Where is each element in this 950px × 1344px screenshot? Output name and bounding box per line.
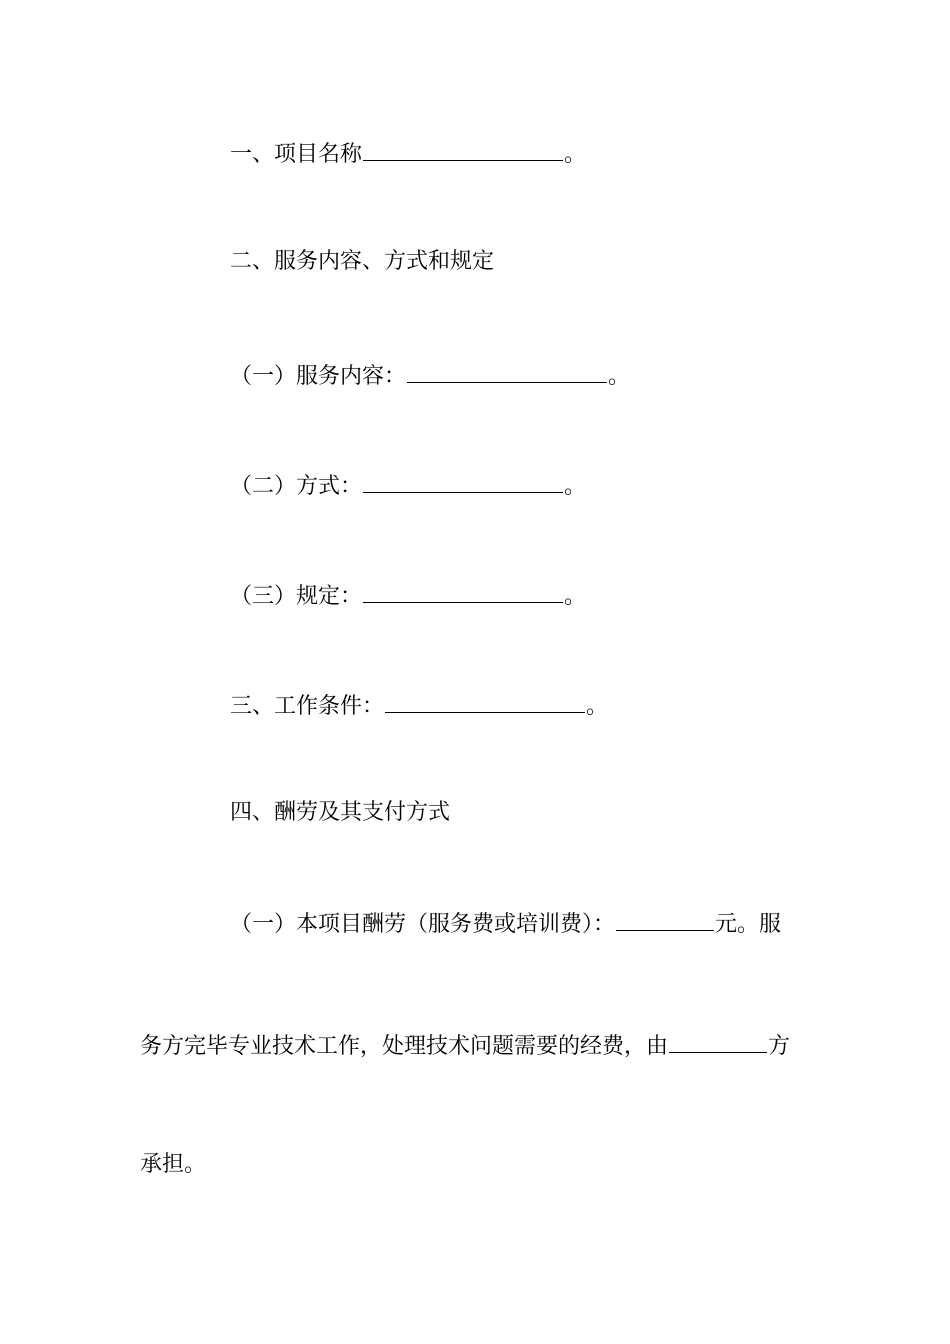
item-4-1-line-1 xyxy=(230,908,781,940)
work-conditions-blank[interactable] xyxy=(385,690,585,713)
item-4-1-line3-text: 承担。 xyxy=(140,1152,207,1177)
item-2-1-label: （一）服务内容： xyxy=(230,364,407,389)
item-4-1-line-3 xyxy=(140,1150,206,1180)
project-name-blank[interactable] xyxy=(363,138,563,161)
item-4-1-line2-text: 务方完毕专业技术工作，处理技术问题需要的经费，由 xyxy=(140,1034,669,1059)
item-2-2-label: （二）方式： xyxy=(230,474,363,499)
item-3-end: 。 xyxy=(586,694,609,719)
item-2-2-end: 。 xyxy=(564,474,587,499)
item-1-end: 。 xyxy=(564,142,587,167)
item-2-3-rules xyxy=(230,580,586,612)
rules-blank[interactable] xyxy=(363,580,563,603)
item-4-label: 四、酬劳及其支付方式 xyxy=(230,800,451,825)
method-blank[interactable] xyxy=(363,470,563,493)
item-4-1-line-2 xyxy=(140,1030,790,1062)
item-4-1-line1-end: 元。服 xyxy=(715,912,782,937)
item-2-heading xyxy=(230,247,494,277)
item-4-1-label: （一）本项目酬劳（服务费或培训费）： xyxy=(230,912,616,937)
item-2-3-end: 。 xyxy=(564,584,587,609)
service-content-blank[interactable] xyxy=(407,360,607,383)
responsible-party-blank[interactable] xyxy=(669,1030,767,1053)
item-4-heading xyxy=(230,798,450,828)
item-1-project-name xyxy=(230,138,586,170)
item-3-work-conditions xyxy=(230,690,608,722)
item-4-1-line2-end: 方 xyxy=(768,1034,791,1059)
fee-amount-blank[interactable] xyxy=(616,908,714,931)
item-2-2-method xyxy=(230,470,586,502)
item-3-label: 三、工作条件： xyxy=(230,694,385,719)
item-2-label: 二、服务内容、方式和规定 xyxy=(230,249,495,274)
item-2-3-label: （三）规定： xyxy=(230,584,363,609)
item-2-1-end: 。 xyxy=(608,364,631,389)
item-2-1-service-content xyxy=(230,360,630,392)
item-1-label: 一、项目名称 xyxy=(230,142,363,167)
